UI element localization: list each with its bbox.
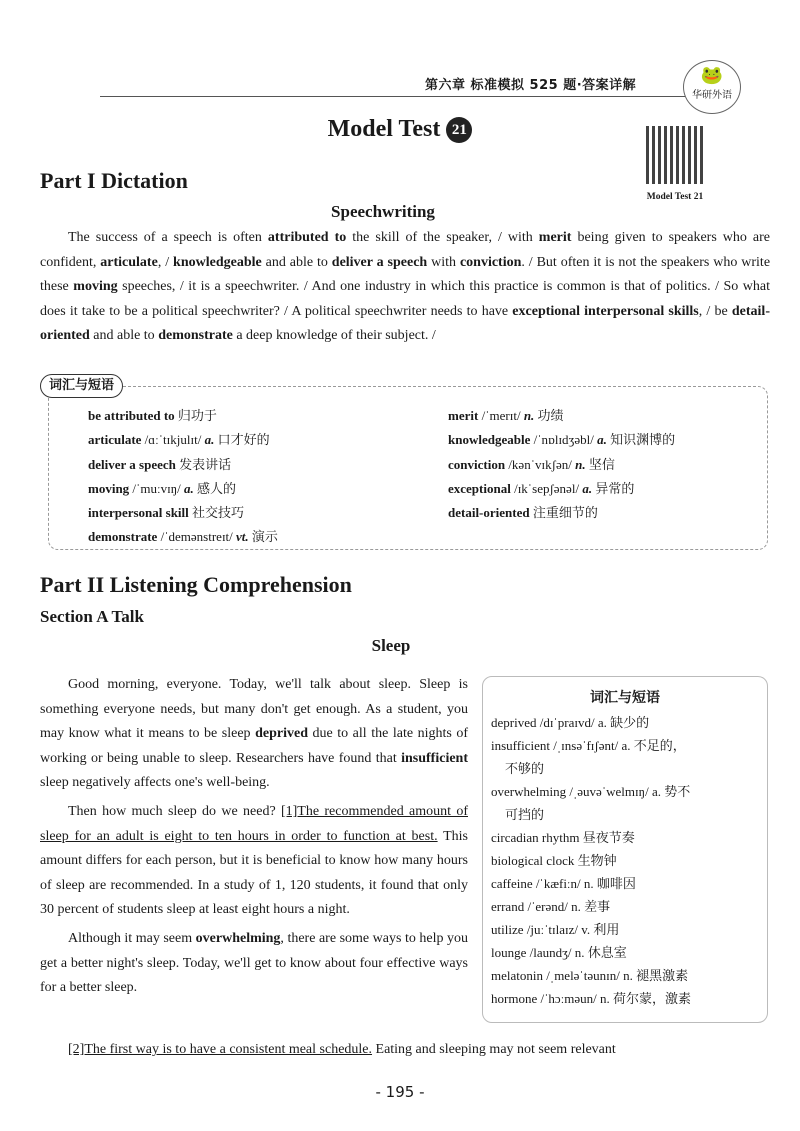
chapter-header: 第六章 标准模拟 525 题·答案详解 bbox=[425, 78, 637, 93]
vocab-word: lounge bbox=[491, 945, 530, 960]
vocab-word: detail-oriented bbox=[448, 505, 533, 521]
vocab-entry bbox=[491, 711, 759, 734]
dictation-paragraph bbox=[40, 226, 770, 349]
passage-title: Sleep bbox=[371, 636, 411, 655]
vocab-phonetic: /ˈdemənstreɪt/ bbox=[160, 529, 237, 545]
answer-sentence: [2]The first way is to have a consistent meal schedule. bbox=[68, 1042, 373, 1057]
vocab-word: interpersonal skill bbox=[88, 505, 193, 521]
text-run: speeches, / it is a speechwriter. / And one industry in which this practice is common is that of politics. / So what does it take to be a political speechwriter? / A political speechwriter needs to have bbox=[40, 279, 770, 319]
vocab-pos: vt. bbox=[236, 529, 252, 545]
vocab-meaning: 荷尔蒙，激素 bbox=[613, 991, 692, 1006]
vocab-meaning: 功绩 bbox=[537, 408, 564, 423]
vocab-meaning: 昼夜节奏 bbox=[582, 830, 635, 845]
vocab-pos: a. bbox=[651, 784, 665, 799]
key-term: exceptional interpersonal skills bbox=[512, 303, 699, 319]
vocab-entry bbox=[491, 964, 759, 987]
key-term: detail-oriented bbox=[40, 303, 770, 344]
vocab-word: merit bbox=[448, 408, 482, 423]
vocab-entry bbox=[88, 404, 278, 428]
test-number-badge: 21 bbox=[446, 117, 472, 143]
vocab-phonetic: /ɑːˈtɪkjulɪt/ bbox=[144, 432, 205, 448]
key-term: demonstrate bbox=[158, 328, 233, 344]
text-run: being given to speakers who are confident, bbox=[40, 230, 771, 270]
vocab-phonetic: /ˌəuvəˈwelmɪŋ/ bbox=[569, 784, 652, 799]
text-run: . / But often it is not the speakers who write these bbox=[40, 254, 771, 295]
vocab-entry bbox=[88, 428, 278, 452]
vocab-phonetic: /ˈerənd/ bbox=[527, 899, 572, 914]
vocab-pos: a. bbox=[597, 715, 611, 730]
vocab-entry bbox=[88, 525, 278, 549]
vocab-meaning: 归功于 bbox=[177, 408, 217, 423]
vocab-meaning-cont: 不够的 bbox=[505, 761, 545, 776]
key-term: deliver a speech bbox=[331, 254, 428, 270]
vocab-entry bbox=[448, 477, 675, 501]
vocab-phonetic: /ˌɪnsəˈfɪʃənt/ bbox=[553, 738, 622, 753]
vocab-word: be attributed to bbox=[88, 408, 178, 423]
vocab-word: deliver a speech bbox=[88, 456, 180, 472]
text-run: Eating and sleeping may not seem relevant bbox=[372, 1042, 616, 1057]
title-text: Model Test bbox=[327, 116, 441, 142]
vocab-word: articulate bbox=[88, 432, 145, 448]
vocab-word: demonstrate bbox=[88, 529, 161, 545]
key-term: deprived bbox=[255, 726, 308, 742]
text-run: This amount differs for each person, but it is beneficial to know how many hours of sleep are recommended. In a study of 1, 120 students, it found that only 30 percent of students sleep at least eight hours a night. bbox=[40, 828, 468, 918]
vocab-word: conviction bbox=[448, 456, 509, 472]
vocab-meaning: 缺少的 bbox=[610, 715, 650, 730]
vocab-pos: a. bbox=[184, 480, 197, 496]
vocab-entry bbox=[491, 895, 759, 918]
vocab-pos: n. bbox=[623, 968, 637, 983]
vocab-entry bbox=[448, 404, 675, 428]
key-term: articulate bbox=[100, 254, 158, 270]
vocab-column-right bbox=[448, 404, 675, 525]
vocab-meaning: 异常的 bbox=[595, 480, 635, 496]
sidebar-title: 词汇与短语 bbox=[590, 690, 660, 706]
qr-code[interactable] bbox=[646, 126, 704, 184]
key-term: attributed to bbox=[267, 230, 347, 245]
passage-title: Speechwriting bbox=[331, 202, 435, 221]
vocab-pos: a. bbox=[582, 480, 596, 496]
vocab-entry bbox=[491, 849, 759, 872]
vocab-tag: 词汇与短语 bbox=[40, 374, 123, 398]
vocab-word: moving bbox=[88, 480, 133, 496]
logo-text: 华研外语 bbox=[692, 90, 732, 101]
vocab-word: deprived bbox=[491, 715, 540, 730]
text-run: Then how much sleep do we need? bbox=[68, 803, 281, 819]
frog-icon: 🐸 bbox=[700, 65, 724, 86]
text-run: a deep knowledge of their subject. / bbox=[232, 328, 436, 344]
vocab-pos: a. bbox=[204, 432, 218, 448]
text-run: and able to bbox=[261, 254, 332, 270]
vocab-phonetic: /ɪkˈsepʃənəl/ bbox=[514, 480, 583, 496]
vocab-column-left bbox=[88, 404, 278, 550]
vocab-pos: v. bbox=[581, 922, 594, 937]
key-term: insufficient bbox=[401, 750, 468, 766]
text-run: , there are some ways to help you get a better night's sleep. Today, we'll get to know about four effective ways for a better sleep. bbox=[40, 930, 468, 996]
text-run: and able to bbox=[89, 328, 159, 344]
vocab-meaning: 褪黑激素 bbox=[636, 968, 689, 983]
vocab-phonetic: /ˈmerɪt/ bbox=[481, 408, 524, 423]
key-term: merit bbox=[538, 230, 572, 245]
vocab-word: biological clock bbox=[491, 853, 578, 868]
vocab-word: knowledgeable bbox=[448, 432, 534, 448]
vocab-word: exceptional bbox=[448, 480, 515, 496]
vocab-entry bbox=[491, 872, 759, 895]
vocab-meaning: 咖啡因 bbox=[596, 876, 636, 891]
part1-heading: Part I Dictation bbox=[40, 168, 188, 193]
qr-label: Model Test 21 bbox=[646, 192, 704, 202]
vocab-phonetic: /ˈnɒlɪdʒəbl/ bbox=[533, 432, 598, 448]
key-term: overwhelming bbox=[195, 930, 281, 946]
vocab-pos: n. bbox=[574, 945, 588, 960]
vocab-word: errand bbox=[491, 899, 528, 914]
text-run: sleep negatively affects one's well-being. bbox=[40, 775, 270, 791]
vocab-word: circadian rhythm bbox=[491, 830, 583, 845]
text-run: , / bbox=[157, 254, 174, 270]
vocab-word: caffeine bbox=[491, 876, 536, 891]
vocab-entry bbox=[88, 477, 278, 501]
vocab-entry bbox=[491, 734, 759, 757]
vocab-meaning: 势不 bbox=[664, 784, 691, 799]
vocab-word: melatonin bbox=[491, 968, 547, 983]
vocab-phonetic: /ˌmeləˈtəunɪn/ bbox=[546, 968, 624, 983]
vocab-meaning: 差事 bbox=[584, 899, 611, 914]
part2-heading: Part II Listening Comprehension bbox=[40, 572, 352, 597]
vocab-meaning: 生物钟 bbox=[577, 853, 617, 868]
vocab-pos: a. bbox=[597, 432, 611, 448]
text-run: Although it may seem bbox=[68, 930, 196, 946]
vocab-entry bbox=[448, 501, 675, 525]
vocab-entry bbox=[88, 453, 278, 477]
vocab-pos: a. bbox=[621, 738, 634, 753]
answer-sentence: [1]The recommended amount of sleep for an adult is eight to ten hours in order to function at best. bbox=[40, 803, 468, 844]
vocab-entry bbox=[448, 453, 675, 477]
vocab-entry bbox=[491, 918, 759, 941]
vocab-pos: n. bbox=[571, 899, 585, 914]
key-term: moving bbox=[73, 279, 118, 295]
text-run: Good morning, everyone. Today, we'll talk about sleep. Sleep is something everyone needs, but many don't get enough. As a student, you may know what it means to be sleep bbox=[40, 677, 468, 742]
vocab-pos: n. bbox=[583, 876, 597, 891]
vocab-entry bbox=[448, 428, 675, 452]
vocab-phonetic: /ˈhɔːməun/ bbox=[540, 991, 601, 1006]
vocab-phonetic: /laundʒ/ bbox=[529, 945, 575, 960]
vocab-word: hormone bbox=[491, 991, 541, 1006]
vocab-meaning: 发表讲话 bbox=[179, 456, 232, 472]
vocab-phonetic: /dɪˈpraɪvd/ bbox=[539, 715, 598, 730]
vocab-sidebar bbox=[482, 676, 768, 1023]
vocab-entry bbox=[88, 501, 278, 525]
vocab-entry bbox=[491, 941, 759, 964]
vocab-word: overwhelming bbox=[491, 784, 570, 799]
vocab-meaning: 注重细节的 bbox=[532, 505, 598, 521]
publisher-logo bbox=[683, 60, 741, 114]
vocab-pos: n. bbox=[523, 408, 538, 423]
vocab-entry bbox=[491, 987, 759, 1010]
vocab-meaning: 社交技巧 bbox=[192, 505, 245, 521]
vocab-entry bbox=[491, 780, 759, 803]
vocab-pos: n. bbox=[575, 456, 589, 472]
header-divider bbox=[100, 96, 685, 97]
listening-paragraph bbox=[40, 800, 468, 923]
text-run: due to all the late nights of working or being unable to sleep. Researchers have found that bbox=[40, 726, 468, 766]
vocab-meaning: 知识渊博的 bbox=[610, 432, 676, 448]
text-run: with bbox=[427, 254, 460, 270]
key-term: knowledgeable bbox=[173, 254, 262, 270]
text-run: The success of a speech is often bbox=[68, 230, 268, 245]
vocab-meaning: 坚信 bbox=[588, 456, 615, 472]
section-heading: Section A Talk bbox=[40, 607, 144, 626]
vocab-entry bbox=[491, 826, 759, 849]
vocab-meaning: 休息室 bbox=[587, 945, 627, 960]
vocab-phonetic: /kənˈvɪkʃən/ bbox=[508, 456, 576, 472]
vocab-phonetic: /ˈmuːvɪŋ/ bbox=[132, 480, 184, 496]
vocab-meaning: 口才好的 bbox=[217, 432, 270, 448]
vocab-meaning: 感人的 bbox=[197, 480, 237, 496]
listening-paragraph bbox=[40, 927, 468, 1001]
vocab-word: insufficient bbox=[491, 738, 554, 753]
vocab-meaning: 演示 bbox=[251, 529, 278, 545]
page-number: - 195 - bbox=[375, 1083, 425, 1101]
text-run: the skill of the speaker, / with bbox=[346, 230, 539, 245]
listening-text bbox=[40, 673, 468, 1005]
vocab-meaning-cont: 可挡的 bbox=[505, 807, 545, 822]
vocab-phonetic: /ˈkæfiːn/ bbox=[535, 876, 584, 891]
vocab-phonetic: /juːˈtɪlaɪz/ bbox=[526, 922, 582, 937]
text-run: , / be bbox=[698, 303, 732, 319]
vocab-meaning: 利用 bbox=[593, 922, 620, 937]
vocab-meaning: 不足的， bbox=[633, 738, 686, 753]
listening-paragraph bbox=[40, 673, 468, 796]
listening-paragraph bbox=[40, 1038, 770, 1063]
vocab-pos: n. bbox=[600, 991, 614, 1006]
key-term: conviction bbox=[459, 254, 522, 270]
vocab-word: utilize bbox=[491, 922, 527, 937]
